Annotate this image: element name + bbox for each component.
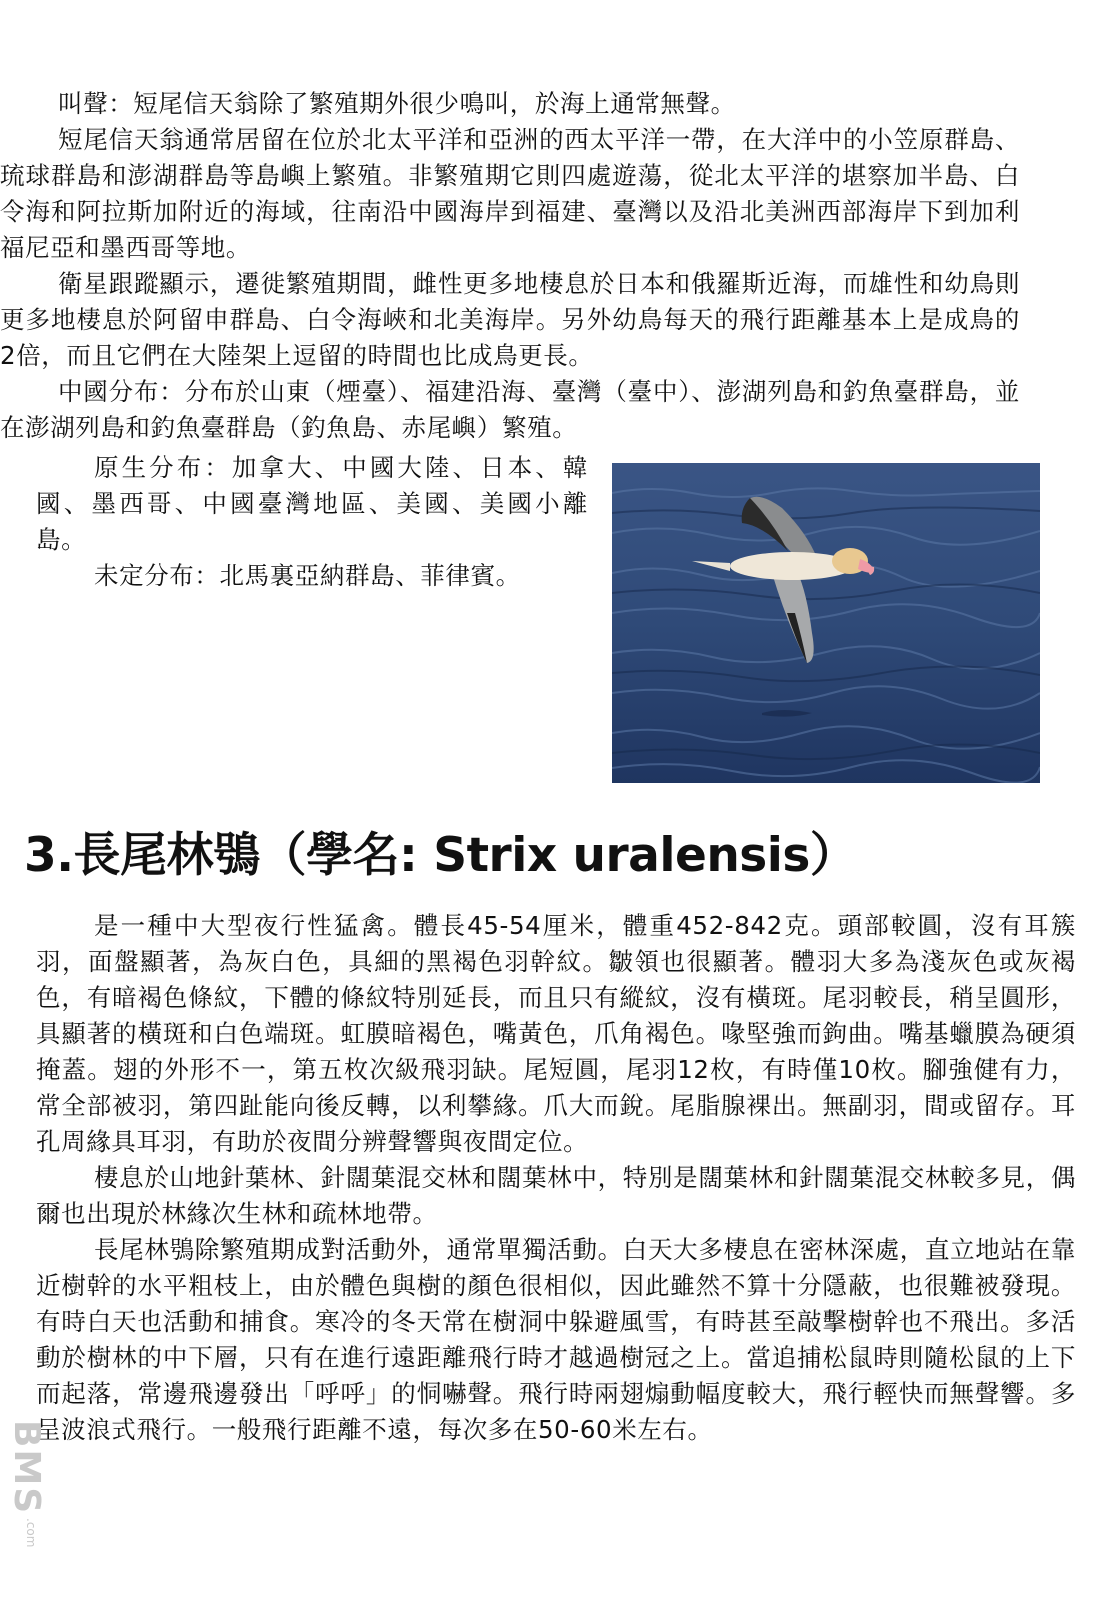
paragraph-native-distribution: 原生分布：加拿大、中國大陸、日本、韓國、墨西哥、中國臺灣地區、美國、美國小離島。 bbox=[36, 453, 588, 554]
paragraph-tracking: 衛星跟蹤顯示，遷徙繁殖期間，雌性更多地棲息於日本和俄羅斯近海，而雄性和幼鳥則更多地棲息於阿留申群島、白令海峽和北美海岸。另外幼鳥每天的飛行距離基本上是成鳥的2倍，而且它們在大陸架上逗留的時間也比成鳥更長。 bbox=[0, 269, 1020, 370]
paragraph-description: 是一種中大型夜行性猛禽。體長45-54厘米，體重452-842克。頭部較圓，沒有耳簇羽，面盤顯著，為灰白色，具細的黑褐色羽幹紋。皺領也很顯著。體羽大多為淺灰色或灰褐色，有暗褐色條紋，下體的條紋特別延長，而且只有縱紋，沒有橫斑。尾羽較長，稍呈圓形，具顯著的橫斑和白色端斑。虹膜暗褐色，嘴黃色，爪角褐色。喙堅強而鉤曲。嘴基蠟膜為硬須掩蓋。翅的外形不一，第五枚次級飛羽缺。尾短圓，尾羽12枚，有時僅10枚。腳強健有力，常全部被羽，第四趾能向後反轉，以利攀緣。爪大而銳。尾脂腺裸出。無副羽，間或留存。耳孔周緣具耳羽，有助於夜間分辨聲響與夜間定位。 bbox=[36, 911, 1076, 1156]
section-albatross-text bbox=[0, 86, 1020, 446]
paragraph-call: 叫聲：短尾信天翁除了繁殖期外很少鳴叫，於海上通常無聲。 bbox=[58, 89, 736, 118]
paragraph-uncertain-distribution: 未定分布：北馬裏亞納群島、菲律賓。 bbox=[94, 561, 521, 590]
albatross-over-sea-image bbox=[612, 463, 1040, 783]
paragraph-habitat: 棲息於山地針葉林、針闊葉混交林和闊葉林中，特別是闊葉林和針闊葉混交林較多見，偶爾也出現於林緣次生林和疏林地帶。 bbox=[36, 1163, 1076, 1228]
watermark-brand: BMS bbox=[6, 1420, 47, 1516]
watermark-domain: .com bbox=[24, 1518, 38, 1548]
albatross-photo bbox=[612, 463, 1040, 783]
paragraph-range: 短尾信天翁通常居留在位於北太平洋和亞洲的西太平洋一帶，在大洋中的小笠原群島、琉球群島和澎湖群島等島嶼上繁殖。非繁殖期它則四處遊蕩，從北太平洋的堪察加半島、白令海和阿拉斯加附近的海域，往南沿中國海岸到福建、臺灣以及沿北美洲西部海岸下到加利福尼亞和墨西哥等地。 bbox=[0, 125, 1020, 262]
section-ural-owl-text bbox=[36, 908, 1076, 1448]
section-heading-ural-owl: 3.長尾林鴞（學名: Strix uralensis） bbox=[24, 828, 857, 883]
paragraph-china-distribution: 中國分布：分布於山東（煙臺）、福建沿海、臺灣（臺中）、澎湖列島和釣魚臺群島，並在澎湖列島和釣魚臺群島（釣魚島、赤尾嶼）繁殖。 bbox=[0, 377, 1020, 442]
distribution-block bbox=[36, 450, 588, 594]
paragraph-behavior: 長尾林鴞除繁殖期成對活動外，通常單獨活動。白天大多棲息在密林深處，直立地站在靠近樹幹的水平粗枝上，由於體色與樹的顏色很相似，因此雖然不算十分隱蔽，也很難被發現。有時白天也活動和捕食。寒冷的冬天常在樹洞中躲避風雪，有時甚至敲擊樹幹也不飛出。多活動於樹林的中下層，只有在進行遠距離飛行時才越過樹冠之上。當追捕松鼠時則隨松鼠的上下而起落，常邊飛邊發出「呼呼」的恫嚇聲。飛行時兩翅煽動幅度較大，飛行輕快而無聲響。多呈波浪式飛行。一般飛行距離不遠，每次多在50-60米左右。 bbox=[36, 1235, 1076, 1444]
